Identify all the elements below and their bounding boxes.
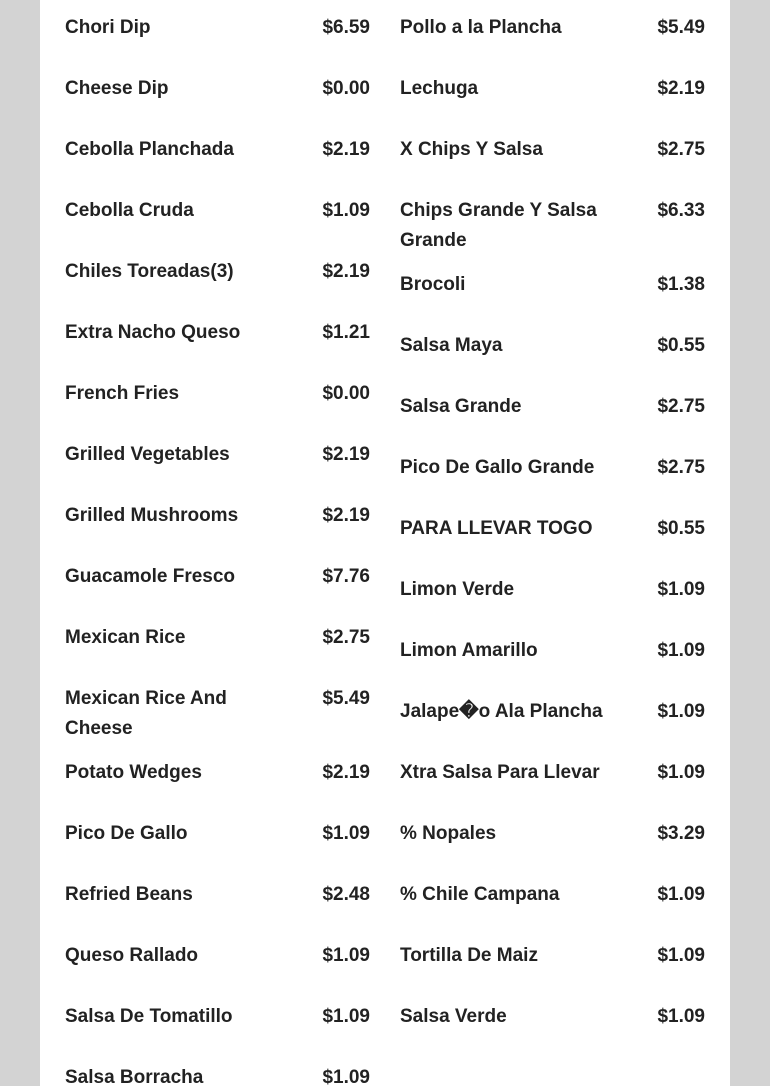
left-menu-column <box>65 0 370 1086</box>
menu-item-price: $1.21 <box>322 322 370 343</box>
menu-item <box>400 623 705 684</box>
menu-item-price: $2.19 <box>322 261 370 282</box>
menu-item-price: $1.09 <box>322 1067 370 1086</box>
menu-item-price: $1.09 <box>657 945 705 966</box>
menu-item-name: Brocoli <box>400 274 466 295</box>
menu-item-price: $1.09 <box>657 579 705 600</box>
menu-item-price: $3.29 <box>657 823 705 844</box>
menu-item-price: $1.09 <box>322 823 370 844</box>
menu-item <box>65 122 370 183</box>
menu-item-price: $6.33 <box>657 200 705 221</box>
menu-item-name: Jalape�o Ala Plancha <box>400 701 603 722</box>
menu-item <box>65 0 370 61</box>
menu-item <box>65 488 370 549</box>
menu-item-name: % Nopales <box>400 823 497 844</box>
menu-item <box>65 671 370 745</box>
menu-item-price: $0.55 <box>657 335 705 356</box>
menu-item-price: $2.48 <box>322 884 370 905</box>
menu-item <box>65 610 370 671</box>
menu-item-price: $0.55 <box>657 518 705 539</box>
menu-item-name: Potato Wedges <box>65 762 202 783</box>
menu-item-price: $2.19 <box>322 505 370 526</box>
menu-sheet <box>40 0 730 1086</box>
menu-item-price: $2.75 <box>322 627 370 648</box>
menu-item-name: Cebolla Cruda <box>65 200 194 221</box>
menu-item-name: Pico De Gallo Grande <box>400 457 595 478</box>
menu-item-price: $1.09 <box>322 200 370 221</box>
menu-item-price: $0.00 <box>322 383 370 404</box>
menu-item-name: Grilled Vegetables <box>65 444 230 465</box>
menu-item-name: Refried Beans <box>65 884 193 905</box>
menu-item-name: Pico De Gallo <box>65 823 188 844</box>
menu-item-price: $2.75 <box>657 396 705 417</box>
menu-item <box>400 806 705 867</box>
menu-item <box>400 745 705 806</box>
menu-item <box>400 257 705 318</box>
menu-item <box>400 440 705 501</box>
menu-item-price: $5.49 <box>322 688 370 709</box>
menu-item <box>400 928 705 989</box>
menu-item <box>65 244 370 305</box>
menu-item-name: Salsa Maya <box>400 335 503 356</box>
menu-item-name: Chips Grande Y Salsa Grande <box>400 200 597 251</box>
menu-item-price: $0.00 <box>322 78 370 99</box>
menu-item-name: Chori Dip <box>65 17 151 38</box>
menu-item-price: $2.75 <box>657 457 705 478</box>
menu-item <box>65 867 370 928</box>
menu-item <box>65 61 370 122</box>
menu-item-name: Extra Nacho Queso <box>65 322 241 343</box>
menu-item-name: Cheese Dip <box>65 78 169 99</box>
menu-item-name: Lechuga <box>400 78 479 99</box>
menu-item-price: $1.09 <box>322 1006 370 1027</box>
menu-item <box>65 183 370 244</box>
menu-item-price: $2.19 <box>657 78 705 99</box>
menu-item-name: Queso Rallado <box>65 945 199 966</box>
menu-item-name: Mexican Rice <box>65 627 186 648</box>
menu-item-name: % Chile Campana <box>400 884 560 905</box>
menu-item-price: $2.19 <box>322 762 370 783</box>
menu-item-name: Cebolla Planchada <box>65 139 234 160</box>
menu-item-price: $1.09 <box>657 762 705 783</box>
menu-item <box>400 122 705 183</box>
menu-item <box>400 379 705 440</box>
menu-item-price: $5.49 <box>657 17 705 38</box>
menu-item-name: PARA LLEVAR TOGO <box>400 518 593 539</box>
menu-item-price: $1.09 <box>657 884 705 905</box>
menu-item-name: Xtra Salsa Para Llevar <box>400 762 600 783</box>
menu-item-name: Pollo a la Plancha <box>400 17 562 38</box>
menu-item-name: Limon Verde <box>400 579 515 600</box>
menu-item <box>65 806 370 867</box>
menu-item-name: Chiles Toreadas(3) <box>65 261 234 282</box>
menu-item-name: French Fries <box>65 383 180 404</box>
menu-item <box>400 61 705 122</box>
menu-item <box>65 305 370 366</box>
menu-item <box>400 0 705 61</box>
menu-item-name: Grilled Mushrooms <box>65 505 239 526</box>
menu-item <box>65 366 370 427</box>
menu-item-price: $1.38 <box>657 274 705 295</box>
menu-item <box>65 745 370 806</box>
menu-item <box>400 501 705 562</box>
menu-item <box>400 684 705 745</box>
menu-item-name: X Chips Y Salsa <box>400 139 543 160</box>
menu-item <box>65 1050 370 1086</box>
menu-item <box>400 318 705 379</box>
menu-item-name: Salsa Grande <box>400 396 522 417</box>
menu-item-price: $1.09 <box>322 945 370 966</box>
menu-item-price: $6.59 <box>322 17 370 38</box>
menu-item-price: $7.76 <box>322 566 370 587</box>
menu-item-name: Mexican Rice And Cheese <box>65 688 227 739</box>
menu-item-name: Guacamole Fresco <box>65 566 236 587</box>
menu-item-price: $2.19 <box>322 444 370 465</box>
menu-item-name: Tortilla De Maiz <box>400 945 538 966</box>
menu-item-name: Salsa Verde <box>400 1006 507 1027</box>
menu-item <box>65 549 370 610</box>
menu-item <box>400 183 705 257</box>
menu-item <box>400 562 705 623</box>
menu-item-name: Salsa De Tomatillo <box>65 1006 233 1027</box>
menu-item <box>400 867 705 928</box>
menu-item-name: Salsa Borracha <box>65 1067 204 1086</box>
right-menu-column <box>400 0 705 1050</box>
menu-item-price: $1.09 <box>657 1006 705 1027</box>
menu-item-price: $2.19 <box>322 139 370 160</box>
menu-item-price: $1.09 <box>657 640 705 661</box>
menu-item-name: Limon Amarillo <box>400 640 538 661</box>
menu-item-price: $1.09 <box>657 701 705 722</box>
menu-item <box>400 989 705 1050</box>
menu-item <box>65 427 370 488</box>
menu-item <box>65 989 370 1050</box>
menu-item <box>65 928 370 989</box>
menu-item-price: $2.75 <box>657 139 705 160</box>
